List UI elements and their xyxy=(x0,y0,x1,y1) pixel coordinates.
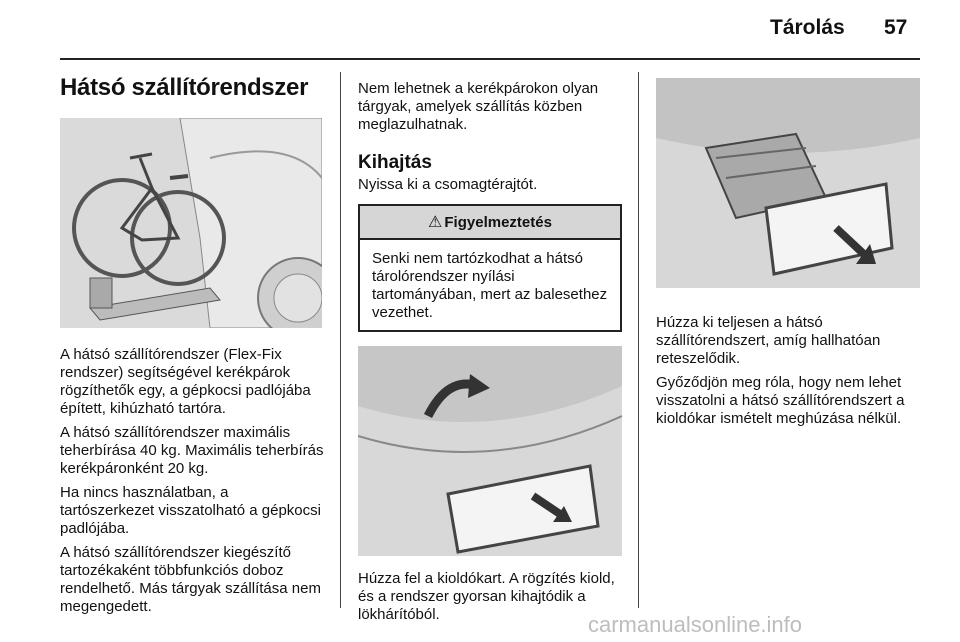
paragraph: Nem lehetnek a kerékpárokon olyan tárgyak, amelyek szállítás közben meglazulhatnak. xyxy=(358,80,599,133)
column-1 xyxy=(60,74,324,622)
paragraph: A hátsó szállítórendszer kiegészítő tartozékaként többfunkciós doboz rendelhető. Más tárgyak szállítása nem megengedett. xyxy=(60,544,321,615)
watermark: carmanualsonline.info xyxy=(588,612,803,637)
image-caption: Húzza fel a kioldókart. A rögzítés kiold, és a rendszer gyorsan kihajtódik a lökhárítóból. xyxy=(358,570,615,623)
warning-text: Senki nem tartózkodhat a hátsó tárolórendszer nyílási tartományában, mert az balesethez vezethet. xyxy=(372,250,608,321)
warning-header xyxy=(360,206,620,240)
release-lever-illustration xyxy=(358,346,622,556)
subheading: Kihajtás xyxy=(358,152,432,173)
page-number: 57 xyxy=(884,16,908,39)
header-rule xyxy=(60,58,920,60)
paragraph: Ha nincs használatban, a tartószerkezet visszatolható a gépkocsi padlójába. xyxy=(60,484,321,537)
paragraph: Húzza ki teljesen a hátsó szállítórendszert, amíg hallhatóan reteszelődik. xyxy=(656,314,881,367)
warning-title: Figyelmeztetés xyxy=(444,214,552,231)
paragraph: Győződjön meg róla, hogy nem lehet visszatolni a hátsó szállítórendszert a kioldókar ismételt meghúzása nélkül. xyxy=(656,374,905,427)
column-divider-2 xyxy=(638,72,639,608)
warning-box xyxy=(358,204,622,332)
bike-carrier-illustration xyxy=(60,118,322,328)
warning-triangle-icon: ⚠ xyxy=(428,214,443,231)
header-title: Tárolás xyxy=(770,16,845,39)
instruction-text: Nyissa ki a csomagtérajtót. xyxy=(358,176,538,193)
column-divider-1 xyxy=(340,72,341,608)
warning-body xyxy=(360,240,620,330)
paragraph: A hátsó szállítórendszer maximális teherbírása 40 kg. Maximális teherbírás kerékpáronként 20 kg. xyxy=(60,424,324,477)
paragraph: A hátsó szállítórendszer (Flex-Fix rendszer) segítségével kerékpárok rögzíthetők egy, a gépkocsi padlójába épített, kihúzható tartóra. xyxy=(60,346,311,417)
extended-carrier-illustration xyxy=(656,78,920,288)
column-2 xyxy=(358,80,622,630)
column-3 xyxy=(656,78,920,434)
section-heading: Hátsó szállítórendszer xyxy=(60,74,309,101)
